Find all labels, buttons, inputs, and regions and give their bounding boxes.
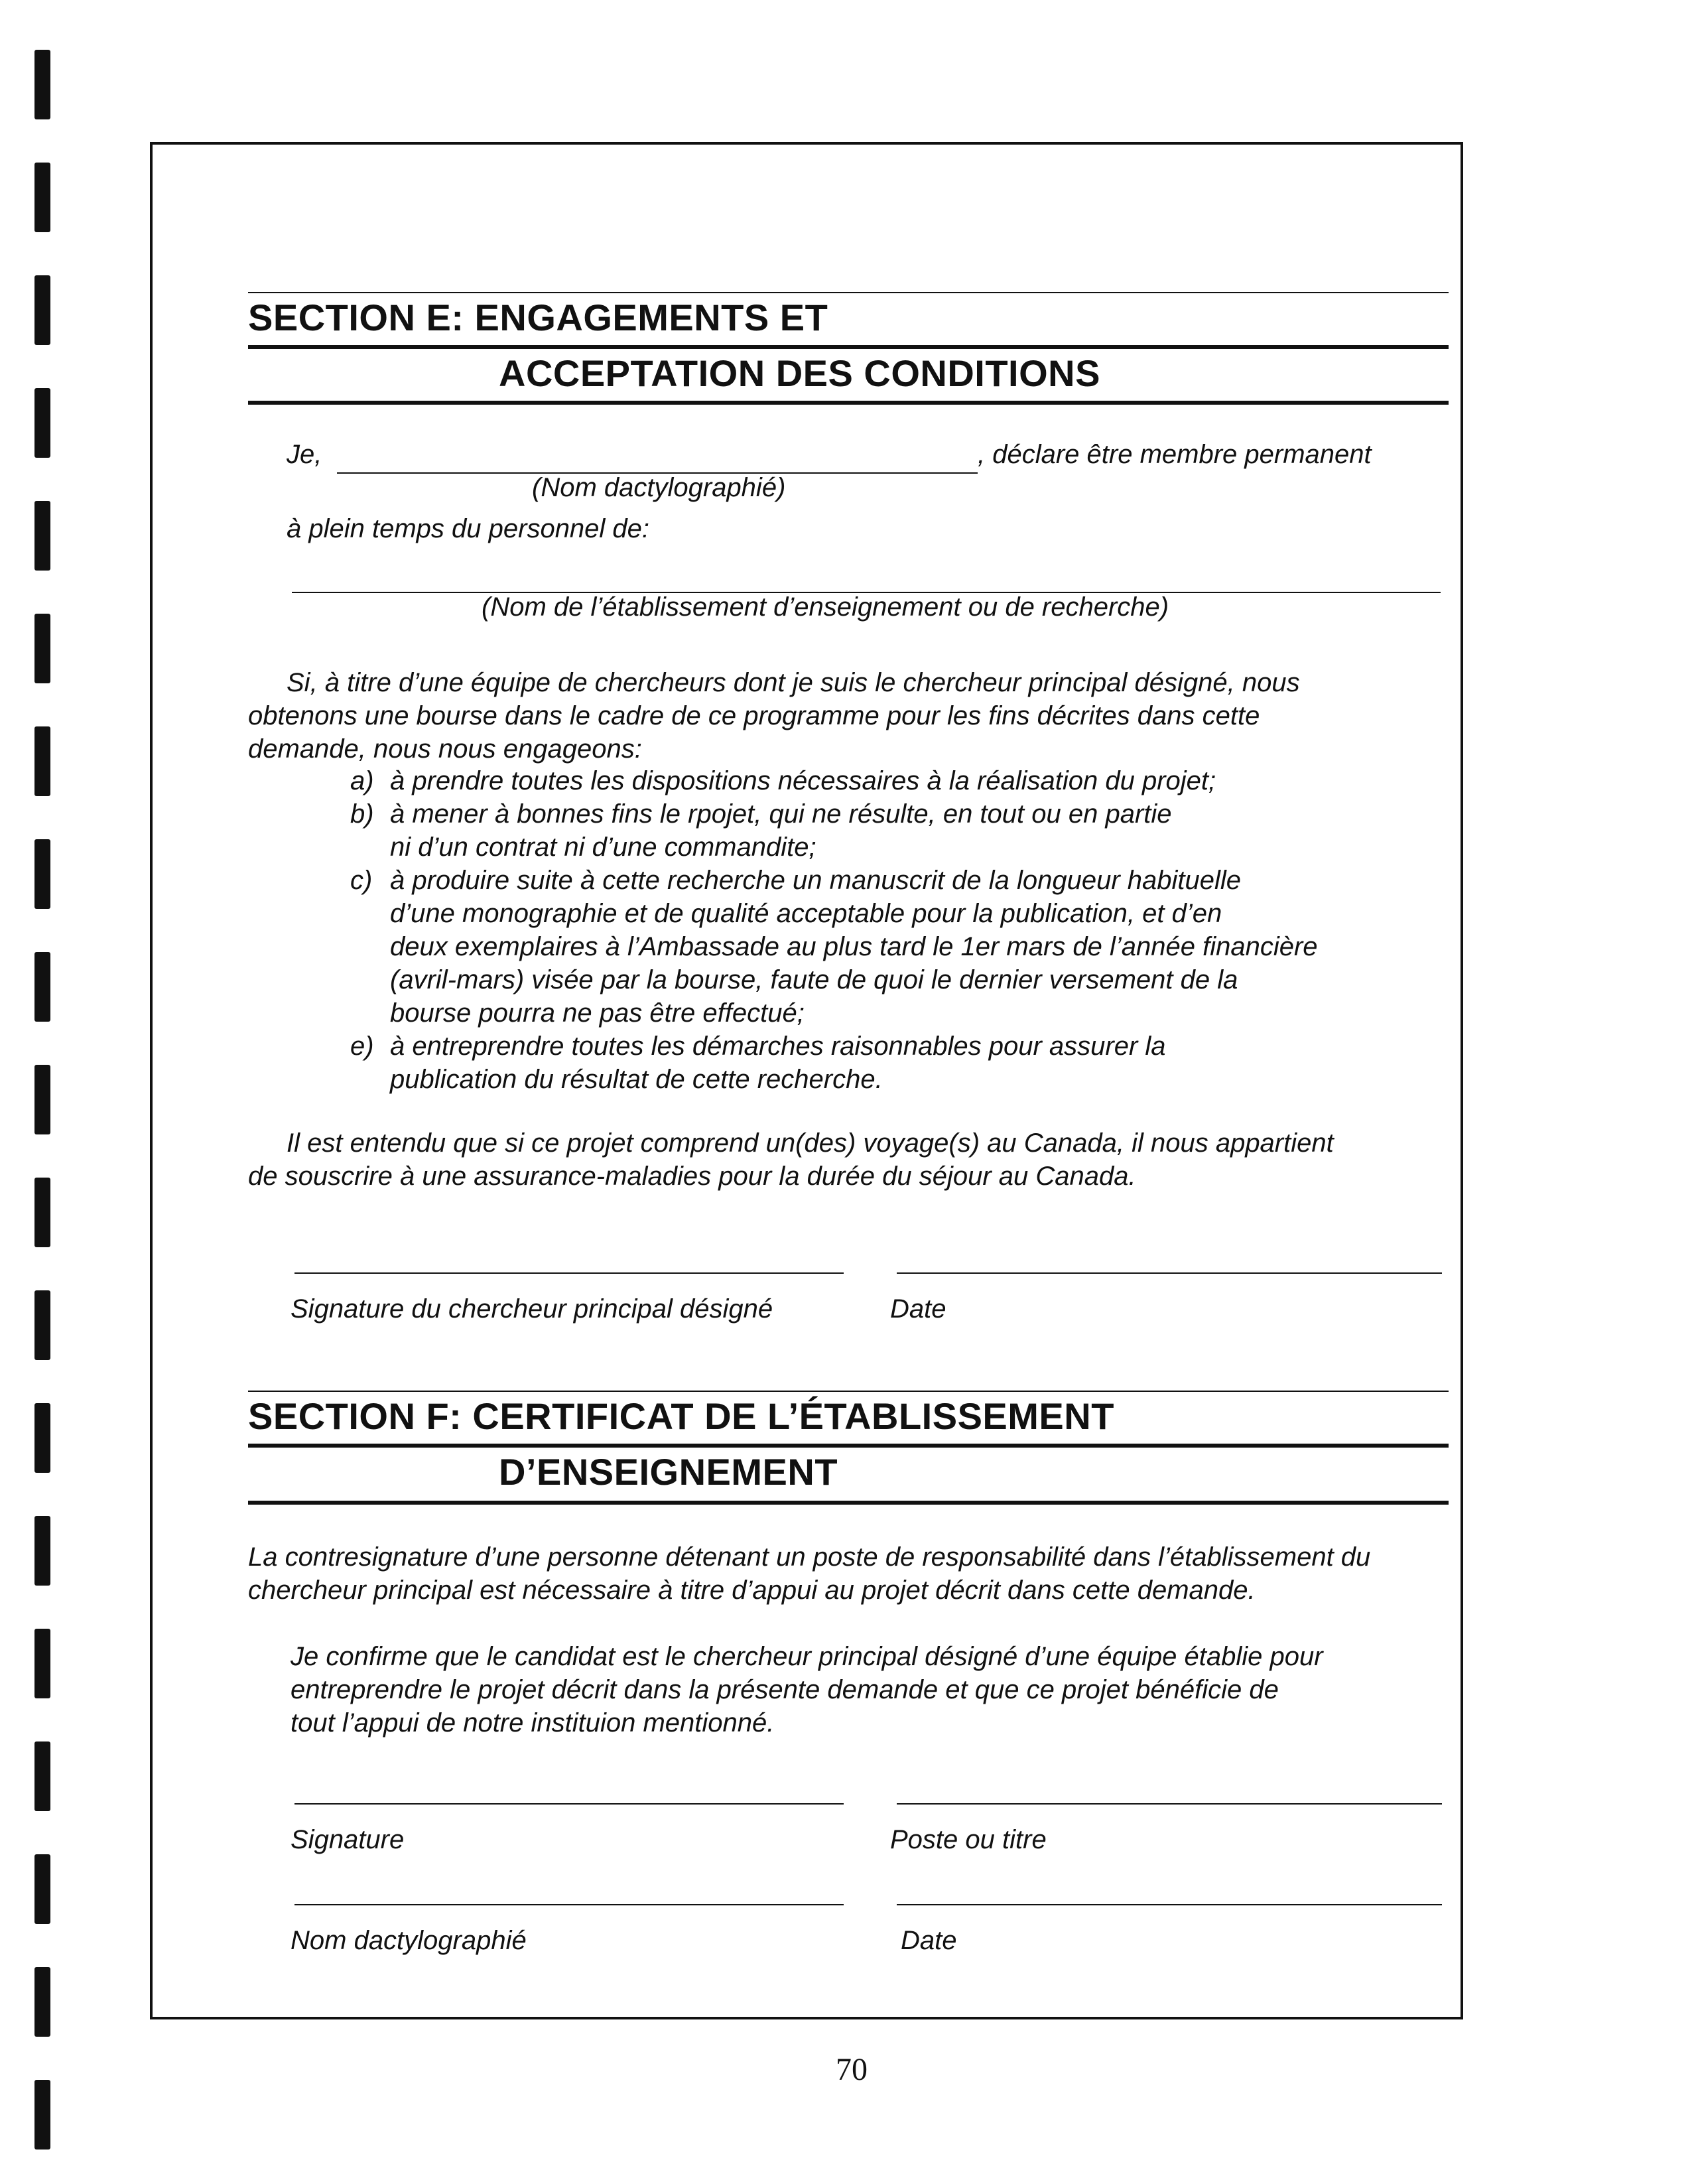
date-field[interactable] [897,1904,1442,1905]
declare-label: , déclare être membre permanent [978,440,1372,469]
binder-hole [34,1741,50,1811]
section-e-mid-rule [248,345,1449,349]
list-text: à prendre toutes les dispositions nécessaires à la réalisation du projet; [390,766,1216,795]
binder-hole [34,1629,50,1698]
binder-hole [34,1290,50,1360]
list-letter: e) [350,1032,374,1061]
list-letter: c) [350,866,373,895]
section-e-top-rule [248,292,1449,293]
page-number: 70 [836,2052,868,2087]
binder-hole [34,2080,50,2150]
binder-hole [34,1854,50,1924]
date-label: Date [901,1926,957,1955]
binder-hole [34,163,50,232]
binder-hole [34,952,50,1022]
binder-hole [34,50,50,119]
binder-hole [34,1065,50,1134]
section-f-bottom-rule [248,1501,1449,1505]
nom-field[interactable] [294,1904,844,1905]
section-f-top-rule [248,1391,1449,1392]
list-text: à mener à bonnes fins le rpojet, qui ne résulte, en tout ou en partie ni d’un contrat ni d’une commandite; [390,799,1172,862]
binder-hole [34,1178,50,1247]
signature-chercheur-field[interactable] [294,1272,844,1274]
signature-chercheur-label: Signature du chercheur principal désigné [291,1294,773,1324]
binder-hole [34,614,50,683]
binder-hole [34,501,50,571]
confirmation-paragraph: Je confirme que le candidat est le chercheur principal désigné d’une équipe établie pour entreprendre le projet décrit dans la présente demande et que ce projet bénéficie de tout l’appui de notre instituion mentionné. [291,1642,1323,1738]
date-field[interactable] [897,1272,1442,1274]
list-text: à produire suite à cette recherche un manuscrit de la longueur habituelle d’une monographie et de qualité acceptable pour la publication, et d’en deux exemplaires à l’Ambassade au plus tard le 1er mars de l’année financière (avril-mars) visée par la bourse, faute de quoi le dernier versement de la bourse pourra ne pas être effectué; [390,866,1318,1028]
plein-temps-label: à plein temps du personnel de: [287,514,650,543]
engagement-paragraph: Si, à titre d’une équipe de chercheurs dont je suis le chercheur principal désigné, nous obtenons une bourse dans le cadre de ce programme pour les fins décrites dans cette demande, nous nous engageons: [248,668,1300,764]
signature-label: Signature [291,1825,405,1854]
contresignature-paragraph: La contresignature d’une personne détenant un poste de responsabilité dans l’établissement du chercheur principal est nécessaire à titre d’appui au projet décrit dans cette demande. [248,1542,1371,1605]
signature-field[interactable] [294,1803,844,1805]
binder-hole [34,1403,50,1473]
binder-hole [34,726,50,796]
nom-label: Nom dactylographié [291,1926,527,1955]
binder-hole [34,388,50,458]
date-label: Date [890,1294,946,1324]
poste-label: Poste ou titre [890,1825,1047,1854]
binder-hole [34,839,50,909]
binder-hole [34,275,50,345]
section-f-subheading: D’ENSEIGNEMENT [499,1451,838,1493]
binder-hole [34,1516,50,1586]
list-letter: a) [350,766,374,795]
section-f-heading: SECTION F: CERTIFICAT DE L’ÉTABLISSEMENT [248,1395,1114,1437]
section-e-subheading: ACCEPTATION DES CONDITIONS [499,352,1100,394]
poste-field[interactable] [897,1803,1442,1805]
list-letter: b) [350,799,374,829]
etablissement-caption: (Nom de l’établissement d’enseignement ou de recherche) [482,592,1169,622]
list-text: à entreprendre toutes les démarches raisonnables pour assurer la publication du résultat de cette recherche. [390,1032,1166,1094]
section-f-mid-rule [248,1444,1449,1448]
binder-hole [34,1967,50,2037]
je-label: Je, [287,440,322,469]
section-e-bottom-rule [248,401,1449,405]
insurance-paragraph: Il est entendu que si ce projet comprend un(des) voyage(s) au Canada, il nous appartient de souscrire à une assurance-maladies pour la durée du séjour au Canada. [248,1128,1334,1191]
section-e-heading: SECTION E: ENGAGEMENTS ET [248,297,828,338]
nom-dactylo-caption: (Nom dactylographié) [532,473,786,502]
